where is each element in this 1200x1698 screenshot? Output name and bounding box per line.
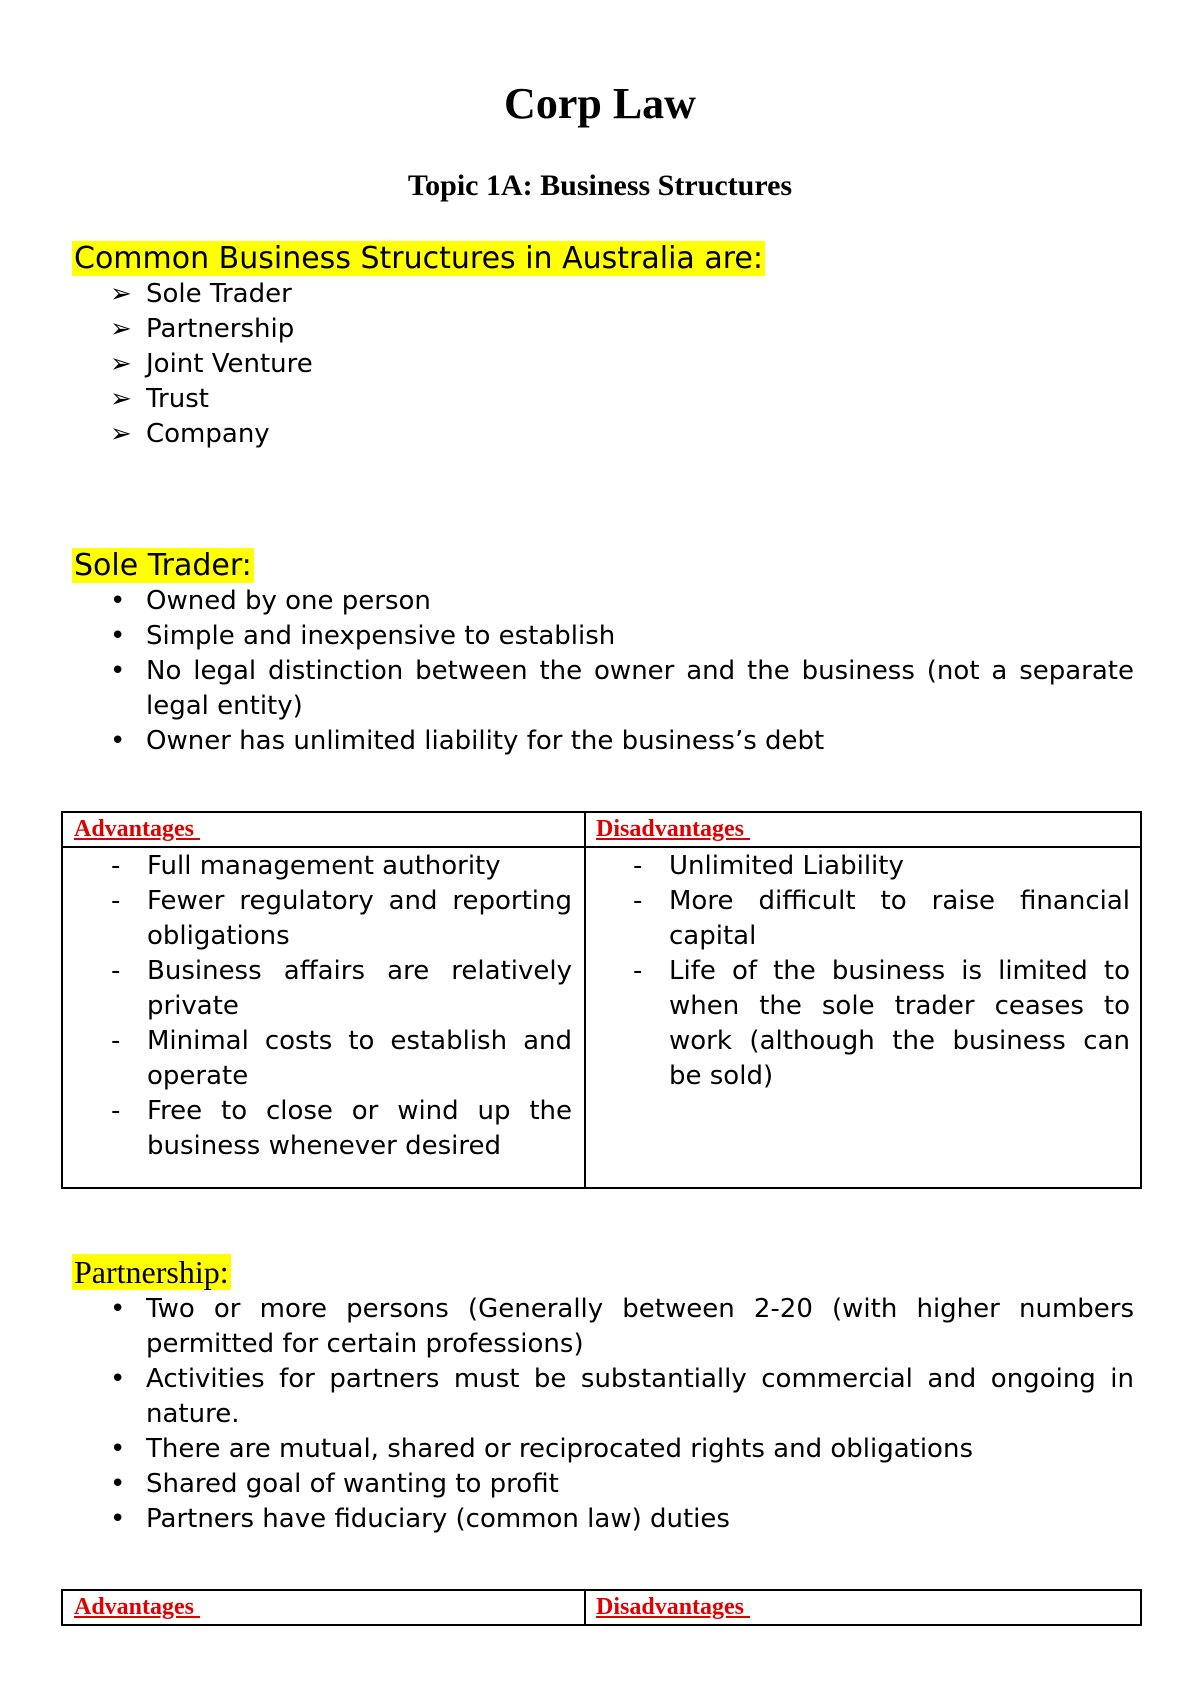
list-item-text: Owner has unlimited liability for the business’s debt — [146, 726, 825, 756]
table-column-divider — [584, 1591, 586, 1624]
table-item-text: Unlimited Liability — [669, 851, 904, 881]
partnership-list — [110, 1292, 1134, 1537]
arrow-bullet-icon: ➢ — [110, 349, 132, 379]
dash-bullet: - — [111, 1026, 121, 1056]
list-item — [110, 584, 1134, 619]
disadvantages-header: Disadvantages — [596, 816, 751, 842]
common-structures-list — [110, 277, 313, 452]
dash-bullet: - — [633, 851, 643, 881]
disadvantages-header: Disadvantages — [596, 1594, 751, 1620]
list-item — [110, 1362, 1134, 1432]
table-item-text: Fewer regulatory and reporting obligations — [147, 886, 572, 951]
bullet-icon: • — [110, 1364, 126, 1394]
table-column-divider — [584, 813, 586, 1187]
list-item-text: Owned by one person — [146, 586, 431, 616]
arrow-bullet-icon: ➢ — [110, 419, 132, 449]
disadvantages-list — [633, 849, 1130, 1094]
table-item-text: Life of the business is limited to when the sole trader ceases to work (although the business can be sold) — [669, 956, 1130, 1091]
table-list-item — [111, 1024, 572, 1094]
table-item-text: Full management authority — [147, 851, 501, 881]
list-item — [110, 312, 313, 347]
advantages-header: Advantages — [74, 1594, 201, 1620]
common-structures-heading-text: Common Business Structures in Australia are: — [74, 241, 763, 276]
bullet-icon: • — [110, 1434, 126, 1464]
list-item-text: Two or more persons (Generally between 2-20 (with higher numbers permitted for certain professions) — [146, 1294, 1134, 1359]
table-list-item — [633, 884, 1130, 954]
list-item-text: Company — [146, 419, 270, 449]
table-item-text: Business affairs are relatively private — [147, 956, 572, 1021]
list-item — [110, 1467, 1134, 1502]
common-structures-heading — [72, 241, 765, 277]
list-item-text: Sole Trader — [146, 279, 292, 309]
arrow-bullet-icon: ➢ — [110, 314, 132, 344]
dash-bullet: - — [111, 1096, 121, 1126]
bullet-icon: • — [110, 1469, 126, 1499]
list-item-text: Activities for partners must be substantially commercial and ongoing in nature. — [146, 1364, 1134, 1429]
table-list-item — [111, 849, 572, 884]
table-list-item — [111, 884, 572, 954]
arrow-bullet-icon: ➢ — [110, 279, 132, 309]
list-item — [110, 1292, 1134, 1362]
bullet-icon: • — [110, 586, 126, 616]
list-item-text: No legal distinction between the owner and the business (not a separate legal entity) — [146, 656, 1134, 721]
partnership-heading-text: Partnership: — [74, 1254, 229, 1290]
list-item-text: Trust — [146, 384, 209, 414]
list-item — [110, 347, 313, 382]
dash-bullet: - — [633, 886, 643, 916]
sole-trader-list — [110, 584, 1134, 759]
document-title: Corp Law — [504, 79, 696, 128]
arrow-bullet-icon: ➢ — [110, 384, 132, 414]
table-list-item — [633, 849, 1130, 884]
advantages-header: Advantages — [74, 816, 201, 842]
dash-bullet: - — [111, 956, 121, 986]
list-item-text: Partners have fiduciary (common law) duties — [146, 1504, 730, 1534]
bullet-icon: • — [110, 1294, 126, 1324]
list-item — [110, 619, 1134, 654]
dash-bullet: - — [111, 886, 121, 916]
table-list-item — [633, 954, 1130, 1094]
list-item-text: Simple and inexpensive to establish — [146, 621, 616, 651]
sole-trader-table — [61, 811, 1142, 1189]
dash-bullet: - — [633, 956, 643, 986]
partnership-heading — [72, 1254, 231, 1290]
advantages-list — [111, 849, 572, 1164]
table-item-text: More difficult to raise financial capital — [669, 886, 1130, 951]
list-item — [110, 654, 1134, 724]
bullet-icon: • — [110, 656, 126, 686]
table-header-divider — [63, 846, 1140, 848]
bullet-icon: • — [110, 1504, 126, 1534]
list-item-text: Partnership — [146, 314, 295, 344]
sole-trader-heading — [72, 548, 254, 584]
list-item — [110, 382, 313, 417]
dash-bullet: - — [111, 851, 121, 881]
list-item — [110, 1502, 1134, 1537]
table-list-item — [111, 1094, 572, 1164]
list-item — [110, 277, 313, 312]
list-item-text: There are mutual, shared or reciprocated rights and obligations — [146, 1434, 973, 1464]
table-item-text: Minimal costs to establish and operate — [147, 1026, 572, 1091]
table-list-item — [111, 954, 572, 1024]
list-item — [110, 724, 1134, 759]
bullet-icon: • — [110, 621, 126, 651]
document-subtitle: Topic 1A: Business Structures — [407, 169, 793, 202]
list-item — [110, 417, 313, 452]
list-item — [110, 1432, 1134, 1467]
sole-trader-heading-text: Sole Trader: — [74, 548, 252, 583]
partnership-table — [61, 1589, 1142, 1626]
list-item-text: Shared goal of wanting to profit — [146, 1469, 559, 1499]
list-item-text: Joint Venture — [146, 349, 313, 379]
bullet-icon: • — [110, 726, 126, 756]
table-item-text: Free to close or wind up the business whenever desired — [147, 1096, 572, 1161]
